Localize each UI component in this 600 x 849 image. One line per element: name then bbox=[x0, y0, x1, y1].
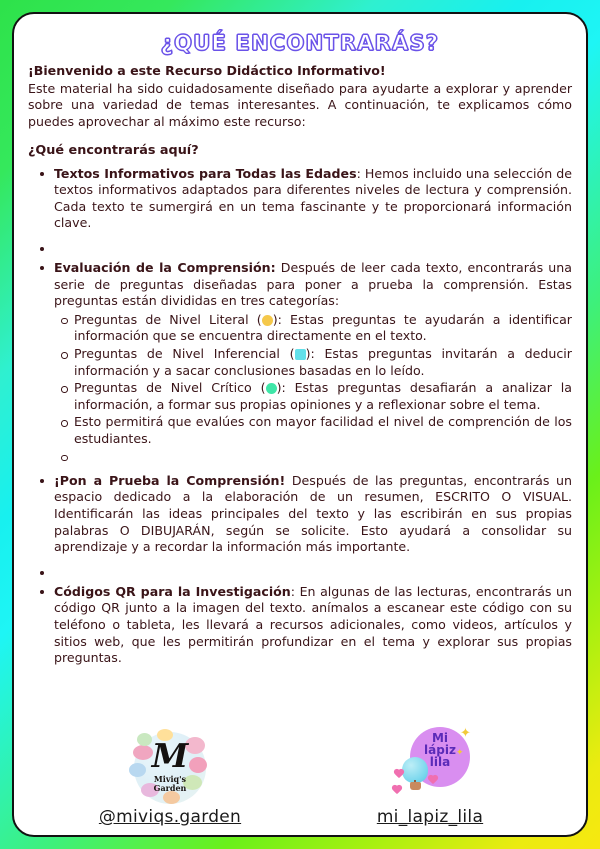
heart-icon bbox=[393, 786, 401, 794]
welcome-line: ¡Bienvenido a este Recurso Didáctico Informativo! bbox=[28, 63, 386, 79]
bullet-lead-2: ¡Pon a Prueba la Comprensión! bbox=[54, 472, 286, 488]
logo-name-line2: Garden bbox=[153, 782, 187, 793]
bullet-lead-1: Evaluación de la Comprensión: bbox=[54, 259, 276, 275]
list-item bbox=[32, 260, 572, 464]
list-item bbox=[54, 380, 572, 413]
sub-bullet-suffix-0: ): Estas preguntas te ayudarán a identificar información que se encuentra directamente en el texto. bbox=[74, 311, 572, 344]
logo-name-line2: lápiz bbox=[424, 743, 456, 757]
bullet-sep-2 bbox=[285, 473, 292, 488]
bullet-text-1: Después de leer cada texto, encontrarás una serie de preguntas diseñadas para poner a prueba la comprensión. Estas preguntas están divididas en tres categorías: bbox=[54, 259, 572, 309]
literal-level-marker bbox=[262, 315, 273, 326]
empty-bullet bbox=[32, 241, 572, 251]
bullet-text-0: Hemos incluido una selección de textos informativos adaptados para diferentes niveles de lectura y comprensión. Cada texto te sumergirá en un tema fascinante y te proporcionará información clave. bbox=[54, 165, 572, 231]
footer-brands bbox=[14, 725, 586, 827]
list-item bbox=[54, 312, 572, 345]
empty-bullet bbox=[32, 565, 572, 575]
brand-miviqs-garden bbox=[45, 725, 295, 827]
flower-petal bbox=[163, 791, 180, 804]
section-subheading: ¿Qué encontrarás aquí? bbox=[28, 142, 199, 158]
balloon-logo-icon bbox=[386, 725, 474, 811]
sub-bullet-prefix-1: Preguntas de Nivel Inferencial ( bbox=[74, 346, 295, 362]
bullet-text-2: Después de las preguntas, encontrarás un espacio dedicado a la elaboración de un resumen, ESCRITO O VISUAL. Identificarán las ideas principales del texto y las escribirán en sus propias palabras O DIBUJARÁN, según se solicite. Esto ayudará a consolidar su aprendizaje y a recordar la información más importante. bbox=[54, 472, 573, 555]
logo-name bbox=[127, 775, 213, 793]
bullet-sep-3: : bbox=[290, 583, 300, 599]
list-item bbox=[32, 473, 572, 556]
intro-block bbox=[28, 63, 572, 130]
heart-icon bbox=[395, 770, 403, 778]
list-item bbox=[32, 584, 572, 667]
bullet-sep-0: : bbox=[356, 165, 365, 181]
intro-paragraph: Este material ha sido cuidadosamente diseñado para ayudarte a explorar y aprender sobre una variedad de temas interesantes. A continuación, te explicamos cómo puedes aprovechar al máximo este recurso: bbox=[28, 80, 572, 129]
sparkle-icon: ✦ bbox=[460, 726, 471, 741]
main-bullet-list bbox=[32, 166, 572, 667]
sub-bullet-suffix-1: ): Estas preguntas invitarán a deducir información y a sacar conclusiones basadas en lo leído. bbox=[74, 346, 572, 378]
sub-bullet-suffix-2: ): Estas preguntas desafiarán a analizar la información, a formar sus propias opiniones y a reflexionar sobre el tema. bbox=[74, 380, 572, 412]
balloon-basket bbox=[410, 782, 421, 790]
empty-sub-bullet bbox=[54, 449, 572, 464]
page-title: ¿QUÉ ENCONTRARÁS? bbox=[160, 31, 440, 55]
handle-miviqs-garden[interactable]: @miviqs.garden bbox=[98, 807, 242, 827]
list-item bbox=[54, 346, 572, 379]
question-level-list bbox=[54, 312, 572, 464]
list-item bbox=[32, 166, 572, 232]
bullet-lead-0: Textos Informativos para Todas las Edades bbox=[54, 165, 357, 181]
sub-bullet-prefix-2: Preguntas de Nivel Crítico ( bbox=[74, 380, 266, 396]
logo-name-line1: Mi bbox=[431, 731, 449, 745]
content-card bbox=[12, 12, 588, 837]
logo-name-line1: Miviq's bbox=[153, 774, 187, 784]
sub-bullet-prefix-0: Preguntas de Nivel Literal ( bbox=[74, 311, 262, 327]
inferential-level-marker bbox=[295, 349, 306, 360]
bullet-text-3: En algunas de las lecturas, encontrarás un código QR junto a la imagen del texto. anímalos a escanear este código con su teléfono o tableta, les llevará a recursos adicionales, como videos, artículos y sitios web, que les permitirán profundizar en el tema y explorar sus propias preguntas. bbox=[54, 583, 573, 666]
handle-mi-lapiz-lila[interactable]: mi_lapiz_lila bbox=[376, 807, 484, 827]
critical-level-marker bbox=[266, 383, 277, 394]
bullet-lead-3: Códigos QR para la Investigación bbox=[54, 583, 291, 599]
sparkle-icon: ✦ bbox=[456, 748, 464, 758]
logo-name-line3: lila bbox=[429, 755, 451, 769]
brand-mi-lapiz-lila bbox=[305, 725, 555, 827]
floral-monogram-logo-icon bbox=[127, 725, 213, 811]
logo-monogram: M bbox=[151, 736, 189, 775]
list-item: Esto permitirá que evalúes con mayor facilidad el nivel de comprención de los estudiantes. bbox=[54, 414, 572, 447]
